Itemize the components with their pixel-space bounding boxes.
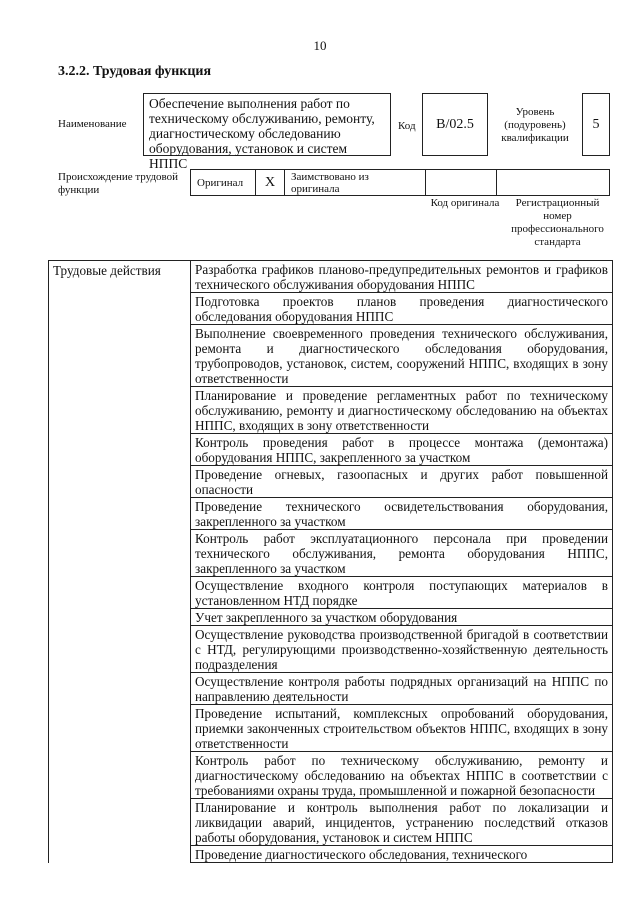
labor-action-item: Разработка графиков планово-предупредительных ремонтов и графиков технического обслуживания оборудования НППС (191, 261, 613, 293)
name-label: Наименование (58, 118, 127, 130)
labor-action-item: Осуществление входного контроля поступающих материалов в установленном НТД порядке (191, 577, 613, 609)
original-label-cell (191, 170, 256, 196)
level-value: 5 (592, 116, 600, 132)
original-label: Оригинал (197, 176, 244, 189)
labor-action-item: Осуществление контроля работы подрядных организаций на НППС по направлению деятельности (191, 673, 613, 705)
code-label: Код (398, 120, 416, 132)
origin-label: Происхождение трудовой функции (58, 171, 179, 196)
labor-actions-table (48, 260, 613, 863)
labor-action-row (49, 261, 613, 293)
borrowed-label: Заимствовано из оригинала (291, 171, 369, 195)
reg-number-cell (497, 170, 610, 196)
labor-action-item: Выполнение своевременного проведения технического обслуживания, ремонта и диагностического обследования оборудования, трубопроводов, установок, систем, сооружений НППС, входящих в зону ответственности (191, 325, 613, 387)
labor-action-item: Учет закрепленного за участком оборудования (191, 609, 613, 626)
page-number: 10 (313, 38, 327, 53)
code-original-cell (426, 170, 497, 196)
code-value: B/02.5 (436, 116, 474, 132)
labor-actions-label: Трудовые действия (49, 261, 191, 863)
borrowed-label-cell (285, 170, 426, 196)
labor-action-item: Проведение испытаний, комплексных опробований оборудования, приемки законченных строительством объектов НППС, входящих в зону ответственности (191, 705, 613, 752)
labor-action-item: Контроль работ эксплуатационного персонала при проведении технического обслуживания, ремонта оборудования НППС, закрепленного за участком (191, 530, 613, 577)
labor-action-item: Планирование и проведение регламентных работ по техническому обслуживанию, ремонту и диагностическому обследованию на объектах НППС, входящих в зону ответственности (191, 387, 613, 434)
labor-action-item: Планирование и контроль выполнения работ по локализации и ликвидации аварий, инцидентов, устранению последствий отказов работы оборудования, установок и систем НППС (191, 799, 613, 846)
original-mark-cell (256, 170, 285, 196)
labor-action-item: Проведение огневых, газоопасных и других работ повышенной опасности (191, 466, 613, 498)
labor-action-item: Контроль работ по техническому обслуживанию, ремонту и диагностическому обследованию на объектах НППС в соответствии с требованиями охраны труда, промышленной и пожарной безопасности (191, 752, 613, 799)
reg-number-label: Регистрационный номер профессионального стандарта (511, 197, 604, 248)
labor-action-item: Проведение диагностического обследования, технического (191, 846, 613, 863)
origin-table (190, 169, 610, 196)
function-name-value: Обеспечение выполнения работ по техническому обслуживанию, ремонту, диагностическому обследованию оборудования, установок и систем НППС (149, 96, 375, 171)
code-box (422, 93, 488, 156)
labor-action-item: Проведение технического освидетельствования оборудования, закрепленного за участком (191, 498, 613, 530)
section-title: 3.2.2. Трудовая функция (58, 64, 212, 79)
labor-action-item: Контроль проведения работ в процессе монтажа (демонтажа) оборудования НППС, закрепленного за участком (191, 434, 613, 466)
labor-action-item: Осуществление руководства производственной бригадой в соответствии с НТД, регулирующими производственно-хозяйственную деятельность подразделения (191, 626, 613, 673)
code-original-label: Код оригинала (430, 197, 500, 209)
labor-action-item: Подготовка проектов планов проведения диагностического обследования оборудования НППС (191, 293, 613, 325)
original-mark: X (264, 174, 276, 190)
level-label: Уровень (подуровень) квалификации (501, 106, 569, 144)
function-name-box (143, 93, 391, 171)
level-box (582, 93, 610, 156)
